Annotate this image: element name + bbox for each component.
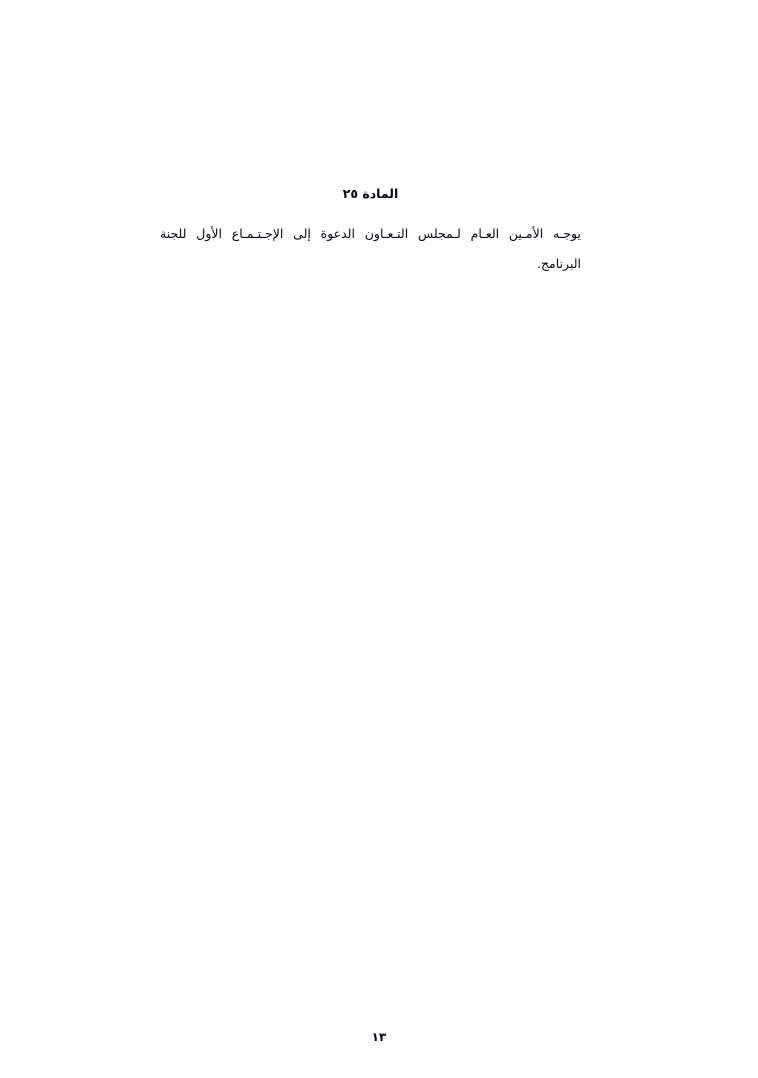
article-body-text: يوجـه الأمـين العـام لـمجلس التـعـاون الدعوة إلى الإجـتـمـاع الأول للجنة البرنامج. — [160, 226, 581, 271]
article-block — [160, 186, 581, 279]
article-heading: المادة ٢٥ — [342, 186, 399, 201]
page-number: ١٣ — [371, 1030, 387, 1044]
